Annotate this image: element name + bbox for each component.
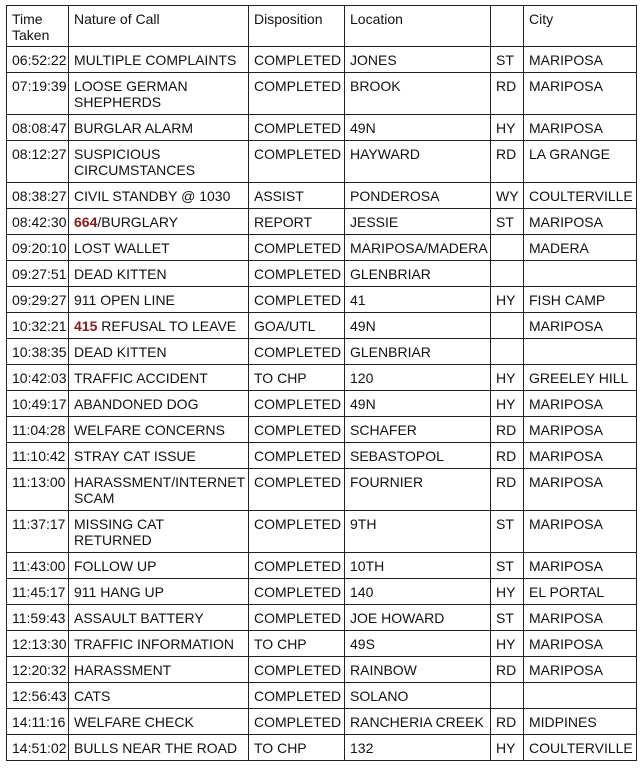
nature-text: BULLS NEAR THE ROAD	[74, 740, 238, 756]
location-cell: SEBASTOPOL	[345, 443, 491, 469]
table-row	[7, 511, 637, 553]
header-location: Location	[345, 6, 491, 47]
table-row	[7, 287, 637, 313]
city-cell: EL PORTAL	[524, 579, 637, 605]
street-suffix-cell	[491, 261, 524, 287]
nature-text: LOOSE GERMAN SHEPHERDS	[74, 78, 188, 110]
time-cell: 07:19:39	[7, 73, 69, 115]
call-log-table	[6, 5, 637, 761]
city-cell: MARIPOSA	[524, 47, 637, 73]
time-cell: 06:52:22	[7, 47, 69, 73]
time-cell: 12:13:30	[7, 631, 69, 657]
disposition-cell: COMPLETED	[249, 47, 345, 73]
city-cell: MARIPOSA	[524, 469, 637, 511]
city-cell: MARIPOSA	[524, 553, 637, 579]
nature-cell	[69, 313, 249, 339]
header-row	[7, 6, 637, 47]
disposition-cell: TO CHP	[249, 735, 345, 761]
header-time-taken: Time Taken	[7, 6, 69, 47]
street-suffix-cell	[491, 683, 524, 709]
street-suffix-cell: ST	[491, 209, 524, 235]
street-suffix-cell: HY	[491, 735, 524, 761]
table-row	[7, 313, 637, 339]
street-suffix-cell: HY	[491, 631, 524, 657]
disposition-cell: COMPLETED	[249, 391, 345, 417]
table-row	[7, 553, 637, 579]
location-cell: SCHAFER	[345, 417, 491, 443]
location-cell: JOE HOWARD	[345, 605, 491, 631]
location-cell: 49N	[345, 115, 491, 141]
city-cell: COULTERVILLE	[524, 183, 637, 209]
header-disposition: Disposition	[249, 6, 345, 47]
street-suffix-cell: RD	[491, 469, 524, 511]
street-suffix-cell: WY	[491, 183, 524, 209]
nature-text: 911 HANG UP	[74, 584, 164, 600]
nature-cell	[69, 209, 249, 235]
nature-cell	[69, 443, 249, 469]
city-cell: FISH CAMP	[524, 287, 637, 313]
disposition-cell: COMPLETED	[249, 115, 345, 141]
disposition-cell: REPORT	[249, 209, 345, 235]
location-cell: 49S	[345, 631, 491, 657]
location-cell: 140	[345, 579, 491, 605]
nature-cell	[69, 261, 249, 287]
city-cell: MARIPOSA	[524, 605, 637, 631]
table-row	[7, 73, 637, 115]
time-cell: 08:12:27	[7, 141, 69, 183]
city-cell	[524, 339, 637, 365]
nature-cell	[69, 339, 249, 365]
table-row	[7, 209, 637, 235]
disposition-cell: ASSIST	[249, 183, 345, 209]
nature-cell	[69, 469, 249, 511]
nature-cell	[69, 631, 249, 657]
table-row	[7, 339, 637, 365]
time-cell: 09:29:27	[7, 287, 69, 313]
location-cell: 120	[345, 365, 491, 391]
location-cell: MARIPOSA/MADERA	[345, 235, 491, 261]
time-cell: 11:43:00	[7, 553, 69, 579]
nature-text: TRAFFIC ACCIDENT	[74, 370, 208, 386]
time-cell: 11:13:00	[7, 469, 69, 511]
location-cell: PONDEROSA	[345, 183, 491, 209]
disposition-cell: COMPLETED	[249, 443, 345, 469]
nature-cell	[69, 235, 249, 261]
nature-text: ABANDONED DOG	[74, 396, 199, 412]
nature-text: /BURGLARY	[97, 214, 179, 230]
city-cell: COULTERVILLE	[524, 735, 637, 761]
street-suffix-cell: HY	[491, 365, 524, 391]
table-row	[7, 735, 637, 761]
location-cell: HAYWARD	[345, 141, 491, 183]
time-cell: 08:38:27	[7, 183, 69, 209]
time-cell: 10:42:03	[7, 365, 69, 391]
disposition-cell: COMPLETED	[249, 683, 345, 709]
table-row	[7, 365, 637, 391]
disposition-cell: COMPLETED	[249, 579, 345, 605]
street-suffix-cell: RD	[491, 709, 524, 735]
city-cell: MARIPOSA	[524, 443, 637, 469]
city-cell: MARIPOSA	[524, 313, 637, 339]
city-cell: MARIPOSA	[524, 391, 637, 417]
city-cell: GREELEY HILL	[524, 365, 637, 391]
disposition-cell: COMPLETED	[249, 417, 345, 443]
disposition-cell: COMPLETED	[249, 141, 345, 183]
disposition-cell: COMPLETED	[249, 553, 345, 579]
location-cell: 10TH	[345, 553, 491, 579]
nature-text: HARASSMENT	[74, 662, 172, 678]
time-cell: 11:59:43	[7, 605, 69, 631]
location-cell: 132	[345, 735, 491, 761]
table-row	[7, 443, 637, 469]
location-cell: BROOK	[345, 73, 491, 115]
city-cell: MADERA	[524, 235, 637, 261]
nature-text: LOST WALLET	[74, 240, 170, 256]
nature-cell	[69, 417, 249, 443]
disposition-cell: COMPLETED	[249, 605, 345, 631]
city-cell: MARIPOSA	[524, 73, 637, 115]
table-row	[7, 141, 637, 183]
nature-text: FOLLOW UP	[74, 558, 157, 574]
nature-text: MISSING CAT RETURNED	[74, 516, 164, 548]
nature-cell	[69, 605, 249, 631]
location-cell: JESSIE	[345, 209, 491, 235]
nature-text: CATS	[74, 688, 111, 704]
nature-cell	[69, 287, 249, 313]
penal-code: 415	[74, 318, 98, 334]
table-row	[7, 709, 637, 735]
city-cell	[524, 683, 637, 709]
street-suffix-cell: RD	[491, 417, 524, 443]
street-suffix-cell: ST	[491, 511, 524, 553]
table-row	[7, 631, 637, 657]
street-suffix-cell	[491, 339, 524, 365]
street-suffix-cell: HY	[491, 287, 524, 313]
location-cell: RAINBOW	[345, 657, 491, 683]
nature-text: MULTIPLE COMPLAINTS	[74, 52, 237, 68]
disposition-cell: TO CHP	[249, 631, 345, 657]
disposition-cell: COMPLETED	[249, 709, 345, 735]
time-cell: 10:32:21	[7, 313, 69, 339]
disposition-cell: COMPLETED	[249, 287, 345, 313]
time-cell: 10:38:35	[7, 339, 69, 365]
table-row	[7, 261, 637, 287]
disposition-cell: TO CHP	[249, 365, 345, 391]
street-suffix-cell: HY	[491, 391, 524, 417]
time-cell: 08:08:47	[7, 115, 69, 141]
location-cell: SOLANO	[345, 683, 491, 709]
nature-text: CIVIL STANDBY @ 1030	[74, 188, 231, 204]
nature-cell	[69, 579, 249, 605]
disposition-cell: COMPLETED	[249, 511, 345, 553]
nature-text: HARASSMENT/INTERNET SCAM	[74, 474, 245, 506]
table-row	[7, 657, 637, 683]
time-cell: 12:56:43	[7, 683, 69, 709]
street-suffix-cell: ST	[491, 605, 524, 631]
location-cell: JONES	[345, 47, 491, 73]
location-cell: RANCHERIA CREEK	[345, 709, 491, 735]
disposition-cell: COMPLETED	[249, 339, 345, 365]
time-cell: 14:11:16	[7, 709, 69, 735]
table-row	[7, 683, 637, 709]
time-cell: 08:42:30	[7, 209, 69, 235]
table-row	[7, 235, 637, 261]
nature-cell	[69, 657, 249, 683]
location-cell: 9TH	[345, 511, 491, 553]
time-cell: 12:20:32	[7, 657, 69, 683]
street-suffix-cell	[491, 313, 524, 339]
nature-cell	[69, 365, 249, 391]
table-row	[7, 605, 637, 631]
disposition-cell: COMPLETED	[249, 469, 345, 511]
nature-cell	[69, 683, 249, 709]
city-cell: MARIPOSA	[524, 511, 637, 553]
city-cell: MARIPOSA	[524, 657, 637, 683]
table-row	[7, 47, 637, 73]
table-row	[7, 469, 637, 511]
table-row	[7, 579, 637, 605]
table-row	[7, 417, 637, 443]
disposition-cell: COMPLETED	[249, 657, 345, 683]
nature-text: ASSAULT BATTERY	[74, 610, 204, 626]
nature-cell	[69, 141, 249, 183]
disposition-cell: COMPLETED	[249, 73, 345, 115]
nature-text: DEAD KITTEN	[74, 266, 167, 282]
nature-cell	[69, 183, 249, 209]
time-cell: 11:37:17	[7, 511, 69, 553]
nature-cell	[69, 735, 249, 761]
city-cell: LA GRANGE	[524, 141, 637, 183]
nature-text: WELFARE CHECK	[74, 714, 194, 730]
time-cell: 11:04:28	[7, 417, 69, 443]
table-body	[7, 47, 637, 761]
nature-cell	[69, 391, 249, 417]
city-cell: MARIPOSA	[524, 115, 637, 141]
header-nature-of-call: Nature of Call	[69, 6, 249, 47]
nature-cell	[69, 115, 249, 141]
nature-text: BURGLAR ALARM	[74, 120, 194, 136]
location-cell: GLENBRIAR	[345, 339, 491, 365]
nature-text: TRAFFIC INFORMATION	[74, 636, 234, 652]
street-suffix-cell: RD	[491, 73, 524, 115]
nature-cell	[69, 47, 249, 73]
location-cell: 49N	[345, 391, 491, 417]
time-cell: 14:51:02	[7, 735, 69, 761]
city-cell: MARIPOSA	[524, 417, 637, 443]
city-cell: MARIPOSA	[524, 209, 637, 235]
table-row	[7, 115, 637, 141]
nature-text: SUSPICIOUS CIRCUMSTANCES	[74, 146, 196, 178]
disposition-cell: COMPLETED	[249, 261, 345, 287]
nature-cell	[69, 73, 249, 115]
disposition-cell: COMPLETED	[249, 235, 345, 261]
street-suffix-cell: RD	[491, 657, 524, 683]
nature-text: WELFARE CONCERNS	[74, 422, 225, 438]
nature-text: 911 OPEN LINE	[74, 292, 175, 308]
table-row	[7, 183, 637, 209]
time-cell: 09:20:10	[7, 235, 69, 261]
street-suffix-cell: RD	[491, 141, 524, 183]
nature-cell	[69, 709, 249, 735]
nature-text: REFUSAL TO LEAVE	[97, 318, 237, 334]
nature-text: DEAD KITTEN	[74, 344, 167, 360]
location-cell: FOURNIER	[345, 469, 491, 511]
penal-code: 664	[74, 214, 98, 230]
table-row	[7, 391, 637, 417]
street-suffix-cell: RD	[491, 443, 524, 469]
street-suffix-cell: HY	[491, 115, 524, 141]
location-cell: GLENBRIAR	[345, 261, 491, 287]
time-cell: 10:49:17	[7, 391, 69, 417]
disposition-cell: GOA/UTL	[249, 313, 345, 339]
header-city: City	[524, 6, 637, 47]
nature-text: STRAY CAT ISSUE	[74, 448, 196, 464]
street-suffix-cell	[491, 235, 524, 261]
nature-cell	[69, 553, 249, 579]
city-cell	[524, 261, 637, 287]
time-cell: 11:45:17	[7, 579, 69, 605]
city-cell: MIDPINES	[524, 709, 637, 735]
nature-cell	[69, 511, 249, 553]
location-cell: 41	[345, 287, 491, 313]
street-suffix-cell: ST	[491, 47, 524, 73]
header-street-suffix	[491, 6, 524, 47]
location-cell: 49N	[345, 313, 491, 339]
street-suffix-cell: HY	[491, 579, 524, 605]
city-cell: MARIPOSA	[524, 631, 637, 657]
time-cell: 11:10:42	[7, 443, 69, 469]
time-cell: 09:27:51	[7, 261, 69, 287]
street-suffix-cell: ST	[491, 553, 524, 579]
